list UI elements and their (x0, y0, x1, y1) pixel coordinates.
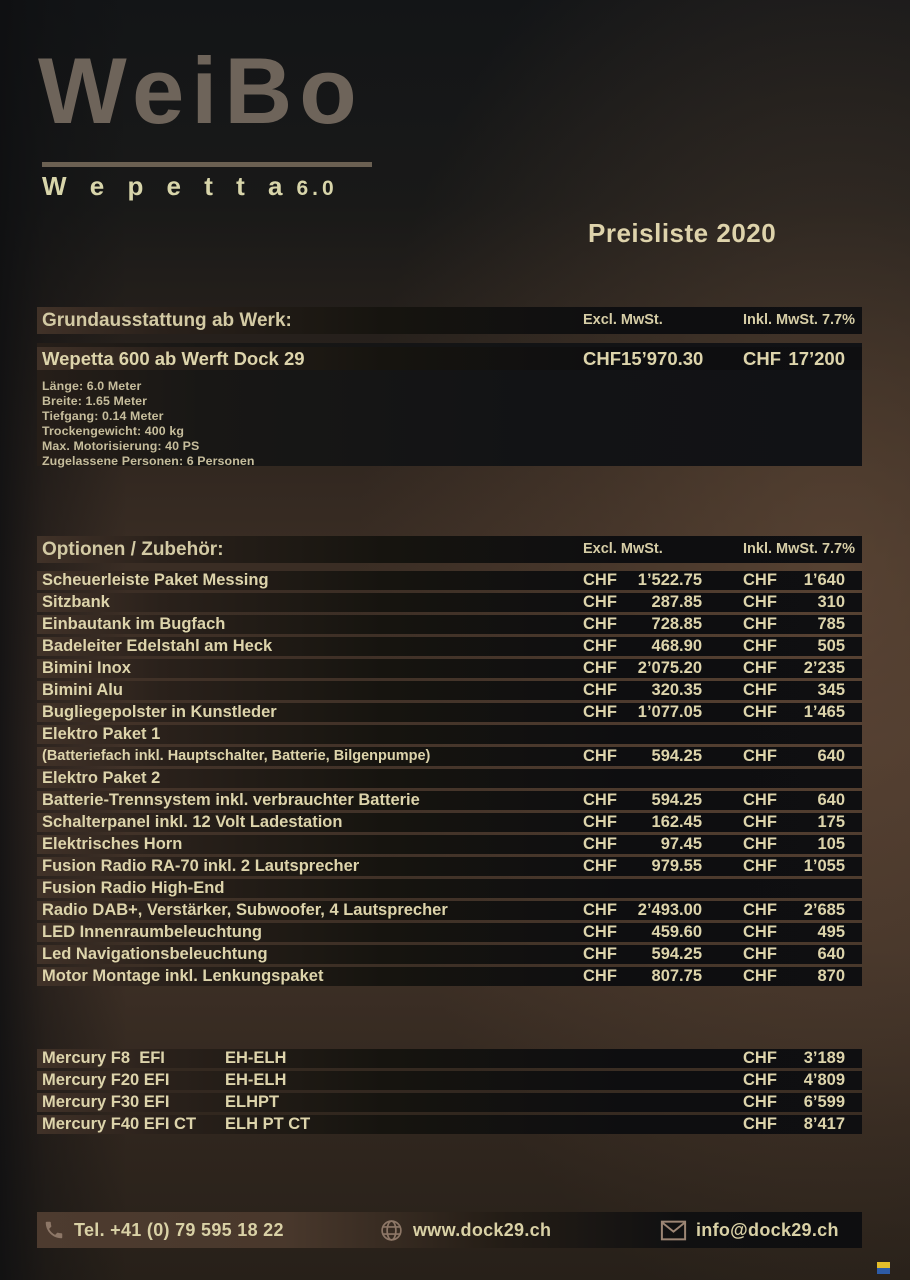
currency-label: CHF (743, 681, 777, 699)
price-excl (583, 571, 702, 590)
amount: 287.85 (651, 593, 702, 611)
product-row (37, 347, 862, 370)
currency-label: CHF (583, 967, 617, 985)
brand-logo: WeiBo (38, 38, 364, 143)
price-excl (583, 659, 702, 678)
spec-line: Breite: 1.65 Meter (42, 393, 148, 408)
website-url: www.dock29.ch (413, 1219, 552, 1240)
price-excl (583, 923, 702, 942)
price-inkl (743, 1093, 845, 1112)
currency-label: CHF (583, 681, 617, 699)
price-excl (583, 967, 702, 986)
option-row (37, 967, 862, 986)
motor-name: Mercury F40 EFI CT (42, 1115, 197, 1133)
currency-label: CHF (583, 923, 617, 941)
currency-label: CHF (743, 348, 782, 369)
option-label: (Batteriefach inkl. Hauptschalter, Batterie, Bilgenpumpe) (42, 748, 431, 764)
product-price-inkl (743, 347, 845, 370)
amount: 2’075.20 (637, 659, 702, 677)
product-name: Wepetta 600 ab Werft Dock 29 (42, 348, 305, 369)
amount: 594.25 (651, 945, 702, 963)
amount: 2’235 (803, 659, 845, 677)
amount: 162.45 (651, 813, 702, 831)
page-title: Preisliste 2020 (588, 218, 777, 248)
price-excl (583, 835, 702, 854)
currency-label: CHF (583, 637, 617, 655)
amount: 1’522.75 (637, 571, 702, 589)
amount: 6’599 (803, 1093, 845, 1111)
amount: 870 (817, 967, 845, 985)
currency-label: CHF (743, 1049, 777, 1067)
price-inkl (743, 923, 845, 942)
currency-label: CHF (583, 593, 617, 611)
phone-icon (43, 1219, 65, 1241)
price-inkl (743, 571, 845, 590)
price-excl (583, 703, 702, 722)
currency-label: CHF (583, 857, 617, 875)
currency-label: CHF (743, 1093, 777, 1111)
badge-blue-block (877, 1268, 890, 1274)
options-section-header (37, 536, 862, 563)
option-label: Einbautank im Bugfach (42, 615, 226, 633)
option-row (37, 637, 862, 656)
column-header-inkl: Inkl. MwSt. 7.7% (743, 312, 855, 328)
currency-label: CHF (743, 747, 777, 765)
option-row (37, 791, 862, 810)
option-label: Schalterpanel inkl. 12 Volt Ladestation (42, 813, 343, 831)
currency-label: CHF (583, 615, 617, 633)
price-inkl (743, 1049, 845, 1068)
price-inkl (743, 857, 845, 876)
price-inkl (743, 1115, 845, 1134)
option-label: Led Navigationsbeleuchtung (42, 945, 268, 963)
amount: 640 (817, 747, 845, 765)
amount: 785 (817, 615, 845, 633)
option-label: Fusion Radio RA-70 inkl. 2 Lautsprecher (42, 857, 360, 875)
currency-label: CHF (743, 1071, 777, 1089)
option-row (37, 945, 862, 964)
motor-row (37, 1115, 862, 1134)
price-excl (583, 813, 702, 832)
option-label: Fusion Radio High-End (42, 879, 225, 897)
currency-label: CHF (583, 901, 617, 919)
amount: 1’077.05 (637, 703, 702, 721)
amount: 97.45 (660, 835, 702, 853)
option-label: Bugliegepolster in Kunstleder (42, 703, 277, 721)
option-row (37, 769, 862, 788)
motor-name: Mercury F30 EFI (42, 1093, 170, 1111)
amount: 15’970.30 (621, 348, 704, 369)
model-name-text: W e p e t t a (42, 171, 291, 201)
price-excl (583, 747, 702, 766)
price-excl (583, 791, 702, 810)
currency-label: CHF (743, 835, 777, 853)
option-row (37, 923, 862, 942)
option-label: Scheuerleiste Paket Messing (42, 571, 269, 589)
option-label: LED Innenraumbeleuchtung (42, 923, 263, 941)
amount: 345 (817, 681, 845, 699)
phone-number: Tel. +41 (0) 79 595 18 22 (74, 1219, 284, 1240)
option-label: Bimini Inox (42, 659, 131, 677)
currency-label: CHF (743, 637, 777, 655)
price-inkl (743, 593, 845, 612)
option-row (37, 901, 862, 920)
amount: 1’055 (803, 857, 845, 875)
price-excl (583, 945, 702, 964)
amount: 728.85 (651, 615, 702, 633)
amount: 175 (817, 813, 845, 831)
base-section-heading: Grundausstattung ab Werk: (42, 310, 292, 331)
motors-table (37, 1049, 862, 1134)
currency-label: CHF (743, 593, 777, 611)
option-label: Radio DAB+, Verstärker, Subwoofer, 4 Lautsprecher (42, 901, 448, 919)
corner-badge (877, 1262, 890, 1274)
option-row (37, 879, 862, 898)
price-inkl (743, 791, 845, 810)
options-section-heading: Optionen / Zubehör: (42, 539, 224, 560)
amount: 640 (817, 945, 845, 963)
amount: 8’417 (803, 1115, 845, 1133)
amount: 807.75 (651, 967, 702, 985)
option-label: Batterie-Trennsystem inkl. verbrauchter Batterie (42, 791, 420, 809)
currency-label: CHF (743, 791, 777, 809)
column-header-excl: Excl. MwSt. (583, 541, 663, 557)
amount: 640 (817, 791, 845, 809)
currency-label: CHF (743, 945, 777, 963)
option-label: Elektrisches Horn (42, 835, 183, 853)
price-inkl (743, 703, 845, 722)
base-equipment-panel (37, 343, 862, 466)
currency-label: CHF (583, 348, 622, 369)
amount: 1’640 (803, 571, 845, 589)
price-excl (583, 857, 702, 876)
motor-row (37, 1093, 862, 1112)
motor-row (37, 1049, 862, 1068)
amount: 2’493.00 (637, 901, 702, 919)
currency-label: CHF (743, 703, 777, 721)
base-section-header (37, 307, 862, 334)
amount: 105 (817, 835, 845, 853)
amount: 594.25 (651, 791, 702, 809)
option-row (37, 813, 862, 832)
currency-label: CHF (583, 703, 617, 721)
option-row (37, 659, 862, 678)
motor-code: EH-ELH (225, 1071, 287, 1089)
footer-email (660, 1212, 839, 1248)
option-label: Badeleiter Edelstahl am Heck (42, 637, 273, 655)
price-inkl (743, 945, 845, 964)
footer-phone (43, 1212, 284, 1248)
amount: 495 (817, 923, 845, 941)
currency-label: CHF (743, 813, 777, 831)
price-inkl (743, 967, 845, 986)
motor-row (37, 1071, 862, 1090)
price-excl (583, 681, 702, 700)
footer-website (379, 1212, 551, 1248)
options-table (37, 571, 862, 986)
price-excl (583, 593, 702, 612)
amount: 310 (817, 593, 845, 611)
currency-label: CHF (743, 1115, 777, 1133)
motor-name: Mercury F8 EFI (42, 1049, 165, 1067)
footer-bar (37, 1212, 862, 1248)
product-price-excl (583, 347, 702, 370)
motor-code: ELHPT (225, 1093, 280, 1111)
currency-label: CHF (743, 615, 777, 633)
price-inkl (743, 901, 845, 920)
price-inkl (743, 681, 845, 700)
price-inkl (743, 1071, 845, 1090)
option-row (37, 857, 862, 876)
option-row (37, 725, 862, 744)
price-inkl (743, 813, 845, 832)
price-excl (583, 615, 702, 634)
currency-label: CHF (583, 945, 617, 963)
spec-line: Max. Motorisierung: 40 PS (42, 438, 200, 453)
price-inkl (743, 615, 845, 634)
amount: 505 (817, 637, 845, 655)
option-label: Elektro Paket 2 (42, 769, 161, 787)
price-inkl (743, 659, 845, 678)
price-inkl (743, 637, 845, 656)
currency-label: CHF (743, 901, 777, 919)
amount: 459.60 (651, 923, 702, 941)
amount: 468.90 (651, 637, 702, 655)
spec-line: Tiefgang: 0.14 Meter (42, 408, 164, 423)
amount: 1’465 (803, 703, 845, 721)
option-row (37, 835, 862, 854)
mail-icon (660, 1220, 687, 1241)
option-label: Motor Montage inkl. Lenkungspaket (42, 967, 324, 985)
option-row (37, 681, 862, 700)
motor-code: ELH PT CT (225, 1115, 311, 1133)
email-address: info@dock29.ch (696, 1219, 839, 1240)
amount: 17’200 (788, 348, 845, 369)
motor-name: Mercury F20 EFI (42, 1071, 170, 1089)
price-excl (583, 901, 702, 920)
column-header-inkl: Inkl. MwSt. 7.7% (743, 541, 855, 557)
currency-label: CHF (583, 747, 617, 765)
currency-label: CHF (743, 857, 777, 875)
currency-label: CHF (743, 659, 777, 677)
column-header-excl: Excl. MwSt. (583, 312, 663, 328)
currency-label: CHF (743, 923, 777, 941)
price-inkl (743, 835, 845, 854)
currency-label: CHF (583, 813, 617, 831)
logo-underline (42, 162, 372, 167)
model-version: 6.0 (296, 177, 338, 200)
option-row (37, 747, 862, 766)
currency-label: CHF (583, 659, 617, 677)
amount: 3’189 (803, 1049, 845, 1067)
spec-line: Trockengewicht: 400 kg (42, 423, 184, 438)
currency-label: CHF (743, 571, 777, 589)
amount: 4’809 (803, 1071, 845, 1089)
currency-label: CHF (583, 571, 617, 589)
option-row (37, 571, 862, 590)
motor-code: EH-ELH (225, 1049, 287, 1067)
currency-label: CHF (583, 791, 617, 809)
option-row (37, 703, 862, 722)
price-inkl (743, 747, 845, 766)
option-label: Sitzbank (42, 593, 110, 611)
amount: 594.25 (651, 747, 702, 765)
amount: 2’685 (803, 901, 845, 919)
amount: 979.55 (651, 857, 702, 875)
option-row (37, 593, 862, 612)
currency-label: CHF (743, 967, 777, 985)
model-name (42, 171, 338, 202)
option-label: Bimini Alu (42, 681, 123, 699)
amount: 320.35 (651, 681, 702, 699)
option-row (37, 615, 862, 634)
spec-line: Zugelassene Personen: 6 Personen (42, 453, 255, 468)
spec-line: Länge: 6.0 Meter (42, 379, 142, 393)
price-excl (583, 637, 702, 656)
option-label: Elektro Paket 1 (42, 725, 161, 743)
globe-icon (379, 1218, 404, 1243)
currency-label: CHF (583, 835, 617, 853)
spec-list (42, 379, 255, 468)
